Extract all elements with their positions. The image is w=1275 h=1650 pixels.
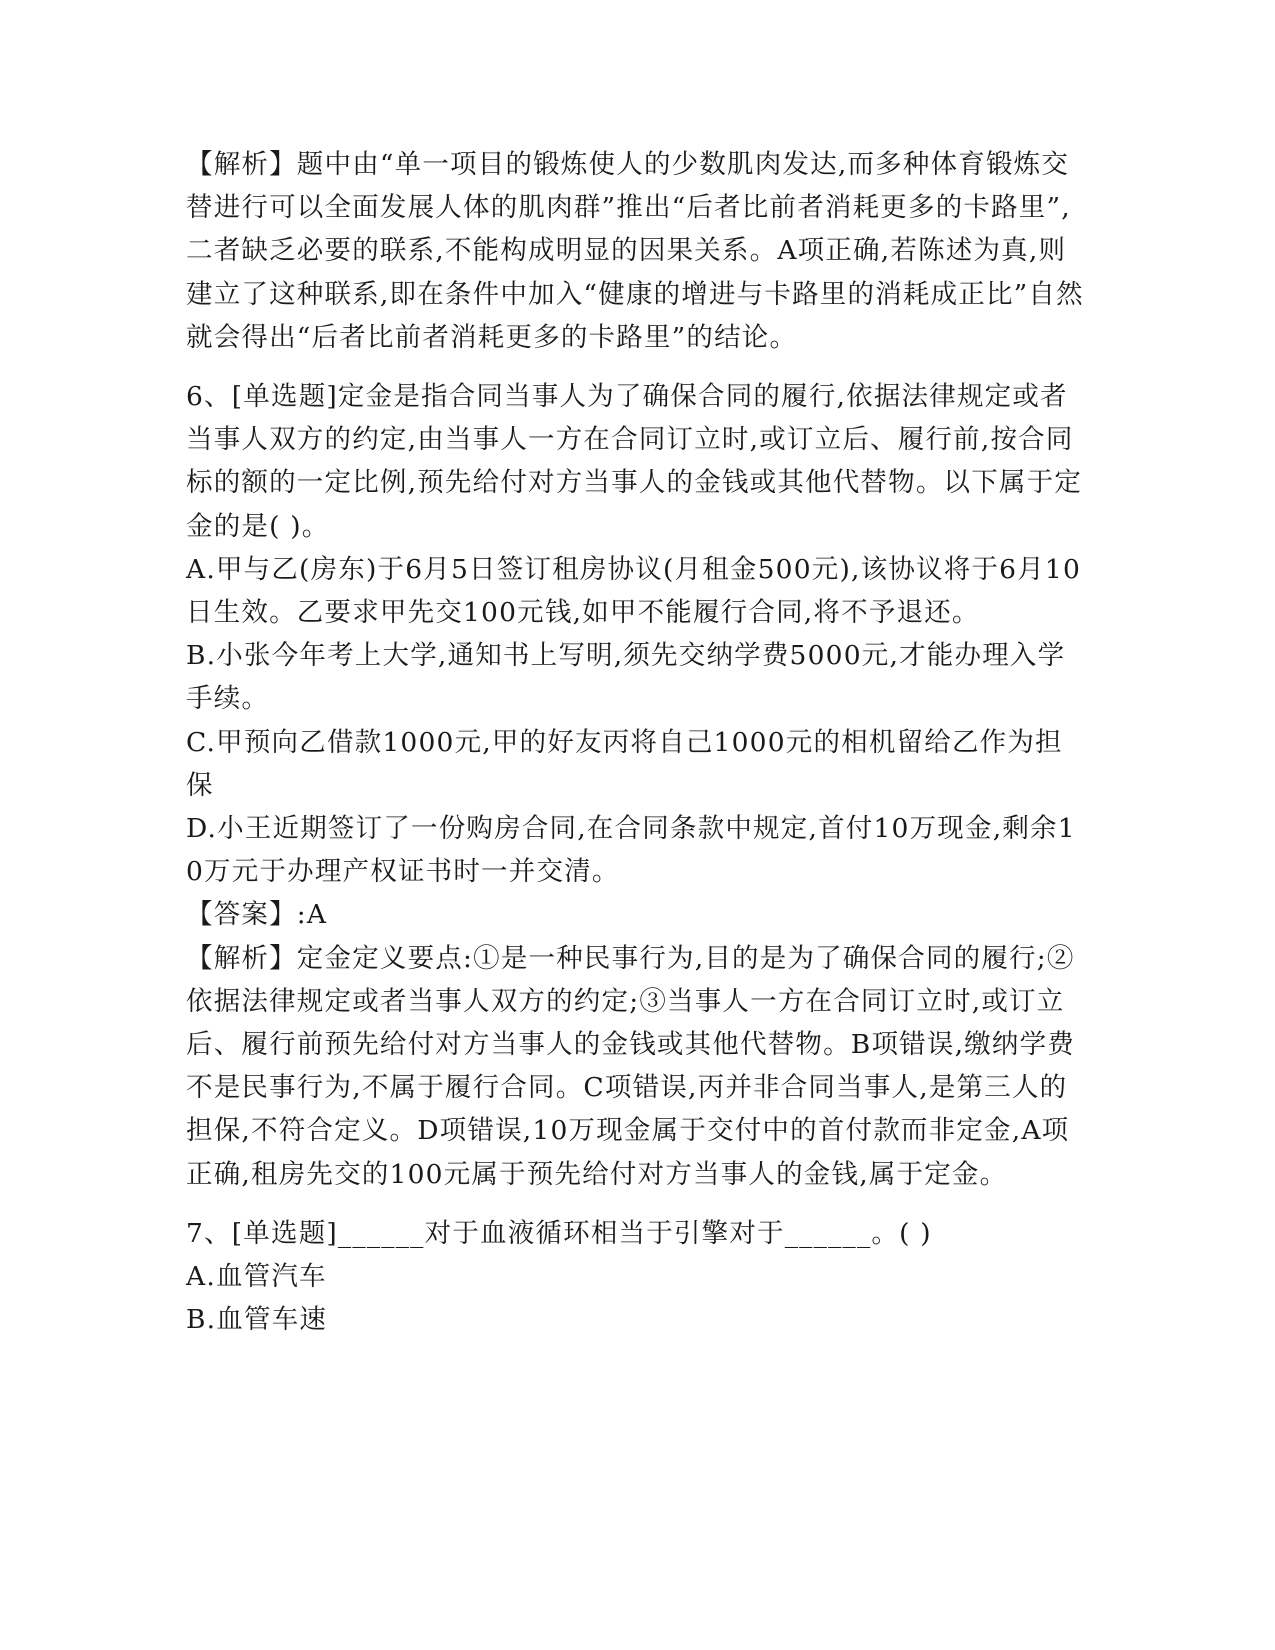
q7-stem: 7、[单选题]______对于血液循环相当于引擎对于______。( ) [186,1217,932,1249]
q6-stem: 6、[单选题]定金是指合同当事人为了确保合同的履行,依据法律规定或者当事人双方的约定,由当事人一方在合同订立时,或订立后、履行前,按合同标的额的一定比例,预先给付对方当事人的金钱或其他代替物。以下属于定金的是( )。 [186,381,1083,542]
q6-option-c: C.甲预向乙借款1000元,甲的好友丙将自己1000元的相机留给乙作为担保 [186,726,1063,801]
q7-option-a: A.血管汽车 [186,1261,327,1293]
q6-option-a: A.甲与乙(房东)于6月5日签订租房协议(月租金500元),该协议将于6月10日生效。乙要求甲先交100元钱,如甲不能履行合同,将不予退还。 [186,553,1082,629]
q6-option-b: B.小张今年考上大学,通知书上写明,须先交纳学费5000元,才能办理入学手续。 [186,640,1066,715]
q5-analysis: 【解析】题中由“单一项目的锻炼使人的少数肌肉发达,而多种体育锻炼交替进行可以全面发展人体的肌肉群”推出“后者比前者消耗更多的卡路里”,二者缺乏必要的联系,不能构成明显的因果关系。A项正确,若陈述为真,则建立了这种联系,即在条件中加入“健康的增进与卡路里的消耗成正比”自然就会得出“后者比前者消耗更多的卡路里”的结论。 [186,149,1084,353]
q6-option-d: D.小王近期签订了一份购房合同,在合同条款中规定,首付10万现金,剩余10万元于办理产权证书时一并交清。 [186,813,1076,888]
spacer [186,1196,1086,1212]
q6-answer: 【答案】:A [186,899,328,931]
spacer [186,359,1086,375]
q7-option-b: B.血管车速 [186,1304,328,1336]
document-page [186,143,1086,1341]
q6-analysis: 【解析】定金定义要点:①是一种民事行为,目的是为了确保合同的履行;②依据法律规定或者当事人双方的约定;③当事人一方在合同订立时,或订立后、履行前预先给付对方当事人的金钱或其他代替物。B项错误,缴纳学费不是民事行为,不属于履行合同。C项错误,丙并非合同当事人,是第三人的担保,不符合定义。D项错误,10万现金属于交付中的首付款而非定金,A项正确,租房先交的100元属于预先给付对方当事人的金钱,属于定金。 [186,942,1075,1190]
